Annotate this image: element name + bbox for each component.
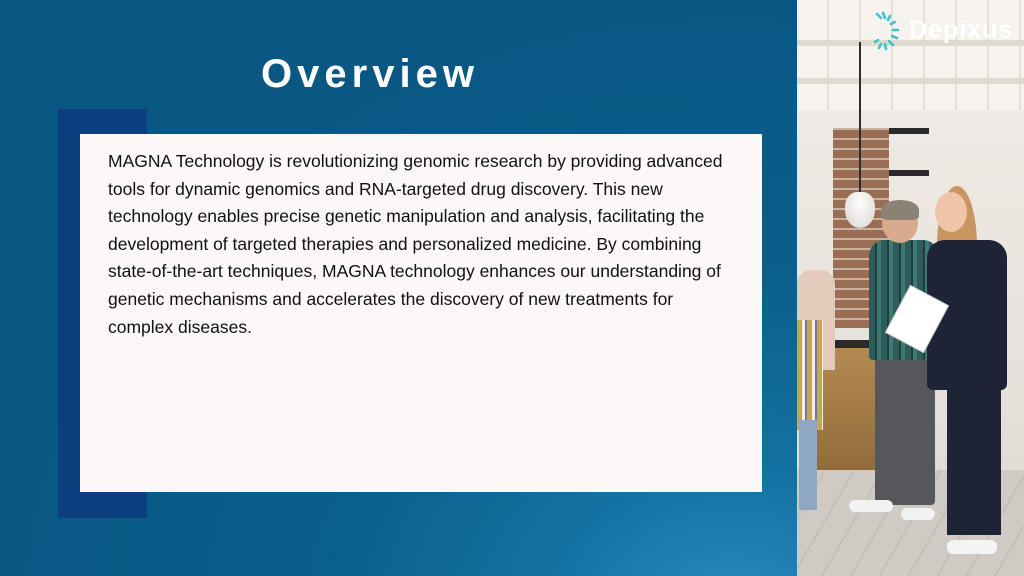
photo-shelf (889, 128, 929, 134)
photo-person-child-legs (799, 420, 817, 510)
photo-woman-pants (947, 385, 1001, 535)
photo-man-pants (875, 355, 935, 505)
photo-shelf (889, 170, 929, 176)
photo-person-child (797, 320, 823, 430)
photo-woman-head (935, 192, 967, 232)
photo-man-shoe (849, 500, 893, 512)
photo-lamp-cord (859, 42, 861, 202)
content-card (80, 134, 762, 492)
photo-ceiling-beam (797, 78, 1024, 84)
office-meeting-photo (797, 0, 1024, 576)
photo-man-shoe (901, 508, 935, 520)
logo-text: Depixus (909, 16, 1014, 44)
slide-title: Overview (261, 52, 479, 96)
body-text: MAGNA Technology is revolutionizing genomic research by providing advanced tools for dynamic genomics and RNA-targeted drug discovery. This new technology enables precise genetic manipulation and analysis, facilitating the development of targeted therapies and personalized medicine. By combining state-of-the-art techniques, MAGNA technology enhances our understanding of genetic mechanisms and accelerates the discovery of new treatments for complex diseases. (108, 151, 723, 337)
depixus-logo-icon (873, 10, 903, 54)
photo-man-hair (881, 200, 919, 220)
depixus-logo (873, 10, 1018, 55)
photo-woman-shoe (947, 540, 997, 554)
photo-pendant-lamp (845, 192, 875, 228)
